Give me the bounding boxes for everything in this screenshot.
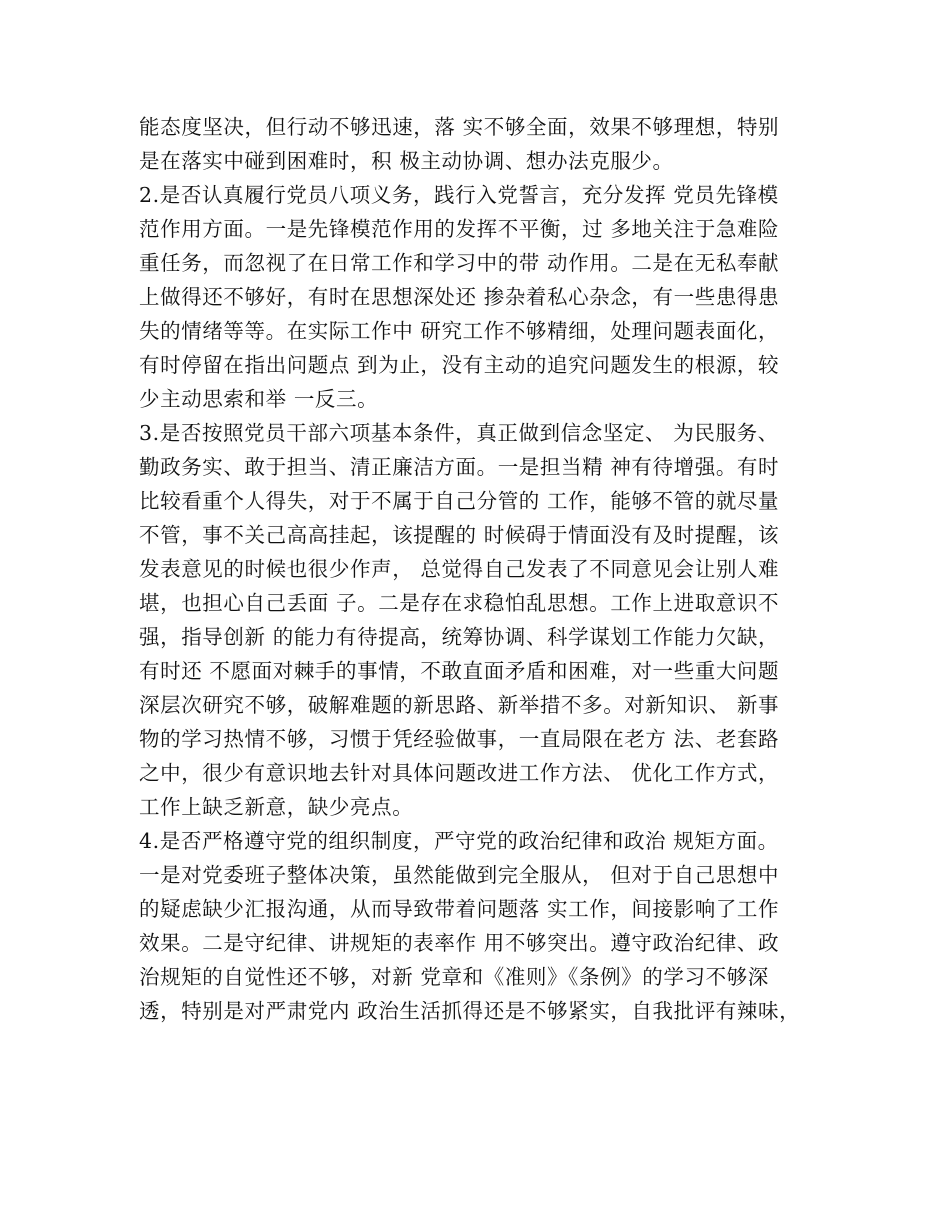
text-line: 强，指导创新 的能力有待提高，统筹协调、科学谋划工作能力欠缺， bbox=[139, 625, 780, 649]
text-line: 上做得还不够好，有时在思想深处还 掺杂着私心杂念，有一些患得患 bbox=[139, 285, 780, 309]
text-line: 范作用方面。一是先锋模范作用的发挥不平衡，过 多地关注于急难险 bbox=[139, 217, 780, 241]
text-line: 一是对党委班子整体决策，虽然能做到完全服从， 但对于自己思想中 bbox=[139, 863, 780, 887]
text-line: 透，特别是对严肃党内 政治生活抓得还是不够紧实，自我批评有辣味， bbox=[139, 999, 801, 1023]
text-line: 3.是否按照党员干部六项基本条件，真正做到信念坚定、 为民服务、 bbox=[139, 421, 779, 445]
text-line: 重任务，而忽视了在日常工作和学习中的带 动作用。二是在无私奉献 bbox=[139, 251, 780, 275]
text-line: 失的情绪等等。在实际工作中 研究工作不够精细，处理问题表面化， bbox=[139, 319, 780, 343]
text-line: 工作上缺乏新意，缺少亮点。 bbox=[139, 795, 414, 819]
document-body bbox=[139, 110, 829, 1028]
text-line: 效果。二是守纪律、讲规矩的表率作 用不够突出。遵守政治纪律、政 bbox=[139, 931, 780, 955]
text-line: 2.是否认真履行党员八项义务，践行入党誓言，充分发挥 党员先锋模 bbox=[139, 183, 779, 207]
text-line: 4.是否严格遵守党的组织制度，严守党的政治纪律和政治 规矩方面。 bbox=[139, 829, 779, 853]
text-line: 发表意见的时候也很少作声， 总觉得自己发表了不同意见会让别人难 bbox=[139, 557, 780, 581]
text-line: 有时停留在指出问题点 到为止，没有主动的追究问题发生的根源，较 bbox=[139, 353, 780, 377]
text-line: 少主动思索和举 一反三。 bbox=[139, 387, 379, 411]
text-line: 物的学习热情不够，习惯于凭经验做事，一直局限在老方 法、老套路 bbox=[139, 727, 780, 751]
text-line: 深层次研究不够，破解难题的新思路、新举措不多。对新知识、 新事 bbox=[139, 693, 780, 717]
text-line: 治规矩的自觉性还不够，对新 党章和《准则》《条例》的学习不够深 bbox=[139, 965, 769, 989]
text-line: 是在落实中碰到困难时，积 极主动协调、想办法克服少。 bbox=[139, 149, 674, 173]
text-line: 勤政务实、敢于担当、清正廉洁方面。一是担当精 神有待增强。有时 bbox=[139, 455, 780, 479]
text-line: 堪，也担心自己丢面 子。二是存在求稳怕乱思想。工作上进取意识不 bbox=[139, 591, 780, 615]
text-line: 的疑虑缺少汇报沟通，从而导致带着问题落 实工作，间接影响了工作 bbox=[139, 897, 780, 921]
text-line: 有时还 不愿面对棘手的事情，不敢直面矛盾和困难，对一些重大问题 bbox=[139, 659, 780, 683]
text-line: 能态度坚决，但行动不够迅速，落 实不够全面，效果不够理想，特别 bbox=[139, 115, 780, 139]
text-line: 之中，很少有意识地去针对具体问题改进工作方法、 优化工作方式， bbox=[139, 761, 780, 785]
text-line: 不管，事不关己高高挂起，该提醒的 时候碍于情面没有及时提醒，该 bbox=[139, 523, 780, 547]
text-line: 比较看重个人得失，对于不属于自己分管的 工作，能够不管的就尽量 bbox=[139, 489, 780, 513]
